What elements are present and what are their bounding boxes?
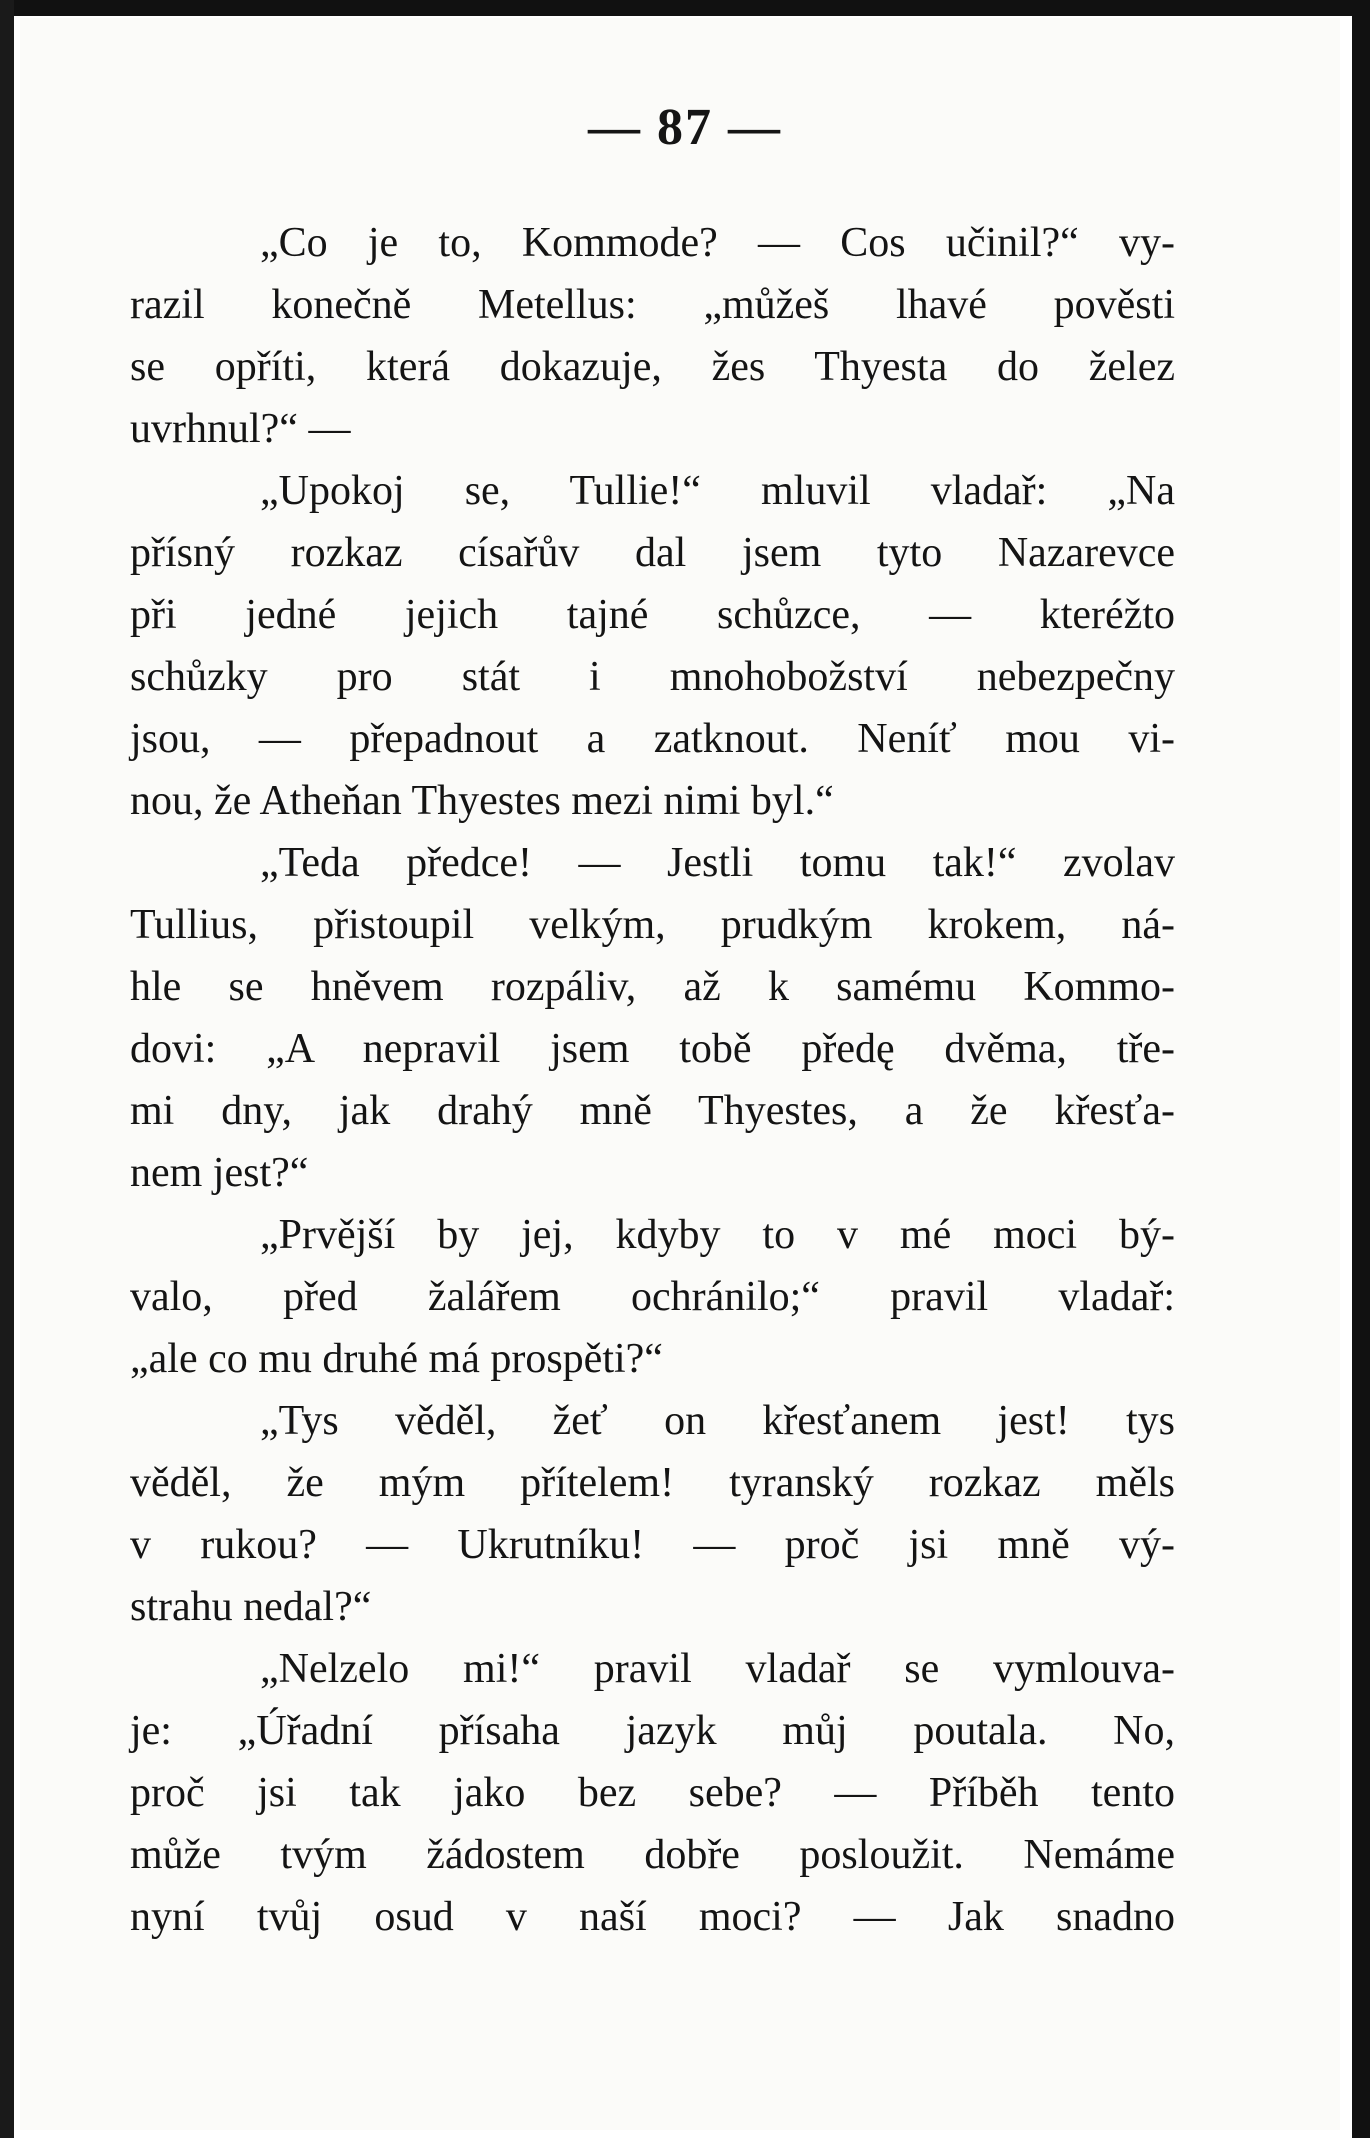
text-line: nyní tvůj osud v naší moci? — Jak snadno [130, 1894, 1175, 1940]
text-line: „Teda předce! — Jestli tomu tak!“ zvolav [260, 840, 1175, 886]
page-number: — 87 — [588, 99, 782, 156]
text-line: valo, před žalářem ochránilo;“ pravil vladař: [130, 1274, 1175, 1320]
scan-edge-top [0, 0, 1370, 16]
text-line: schůzky pro stát i mnohobožství nebezpečny [130, 654, 1175, 700]
text-line: přísný rozkaz císařův dal jsem tyto Nazarevce [130, 530, 1175, 576]
scan-edge-left [0, 0, 14, 2138]
paragraph [130, 1638, 1175, 1948]
text-line: „Tys věděl, žeť on křesťanem jest! tys [260, 1398, 1175, 1444]
text-line: nem jest?“ [130, 1150, 309, 1196]
text-line: při jedné jejich tajné schůzce, — kteréžto [130, 592, 1175, 638]
body-text [130, 212, 1175, 1948]
text-line: razil konečně Metellus: „můžeš lhavé pověsti [130, 282, 1175, 328]
text-line: jsou, — přepadnout a zatknout. Neníť mou vi- [130, 716, 1175, 762]
text-line: hle se hněvem rozpáliv, až k samému Kommo- [130, 964, 1175, 1010]
text-line: je: „Úřadní přísaha jazyk můj poutala. No, [130, 1708, 1175, 1754]
text-line: „Prvější by jej, kdyby to v mé moci bý- [260, 1212, 1175, 1258]
text-line: věděl, že mým přítelem! tyranský rozkaz měls [130, 1460, 1175, 1506]
text-line: „Upokoj se, Tullie!“ mluvil vladař: „Na [260, 468, 1175, 514]
text-line: Tullius, přistoupil velkým, prudkým krokem, ná- [130, 902, 1175, 948]
text-line: nou, že Atheňan Thyestes mezi nimi byl.“ [130, 778, 834, 824]
text-line: uvrhnul?“ — [130, 406, 351, 452]
text-line: dovi: „A nepravil jsem tobě předę dvěma, tře- [130, 1026, 1175, 1072]
paragraph [130, 1390, 1175, 1638]
text-line: proč jsi tak jako bez sebe? — Příběh tento [130, 1770, 1175, 1816]
text-line: strahu nedal?“ [130, 1584, 372, 1630]
paragraph [130, 460, 1175, 832]
text-line: mi dny, jak drahý mně Thyestes, a že křesťa- [130, 1088, 1175, 1134]
text-line: se opříti, která dokazuje, žes Thyesta do želez [130, 344, 1175, 390]
paragraph [130, 212, 1175, 460]
text-line: v rukou? — Ukrutníku! — proč jsi mně vý- [130, 1522, 1175, 1568]
text-line: „Co je to, Kommode? — Cos učinil?“ vy- [260, 220, 1175, 266]
paragraph [130, 1204, 1175, 1390]
text-line: může tvým žádostem dobře posloužit. Nemáme [130, 1832, 1175, 1878]
text-line: „Nelzelo mi!“ pravil vladař se vymlouva- [260, 1646, 1175, 1692]
scan-edge-right [1352, 0, 1370, 2138]
text-line: „ale co mu druhé má prospěti?“ [130, 1336, 663, 1382]
paragraph [130, 832, 1175, 1204]
